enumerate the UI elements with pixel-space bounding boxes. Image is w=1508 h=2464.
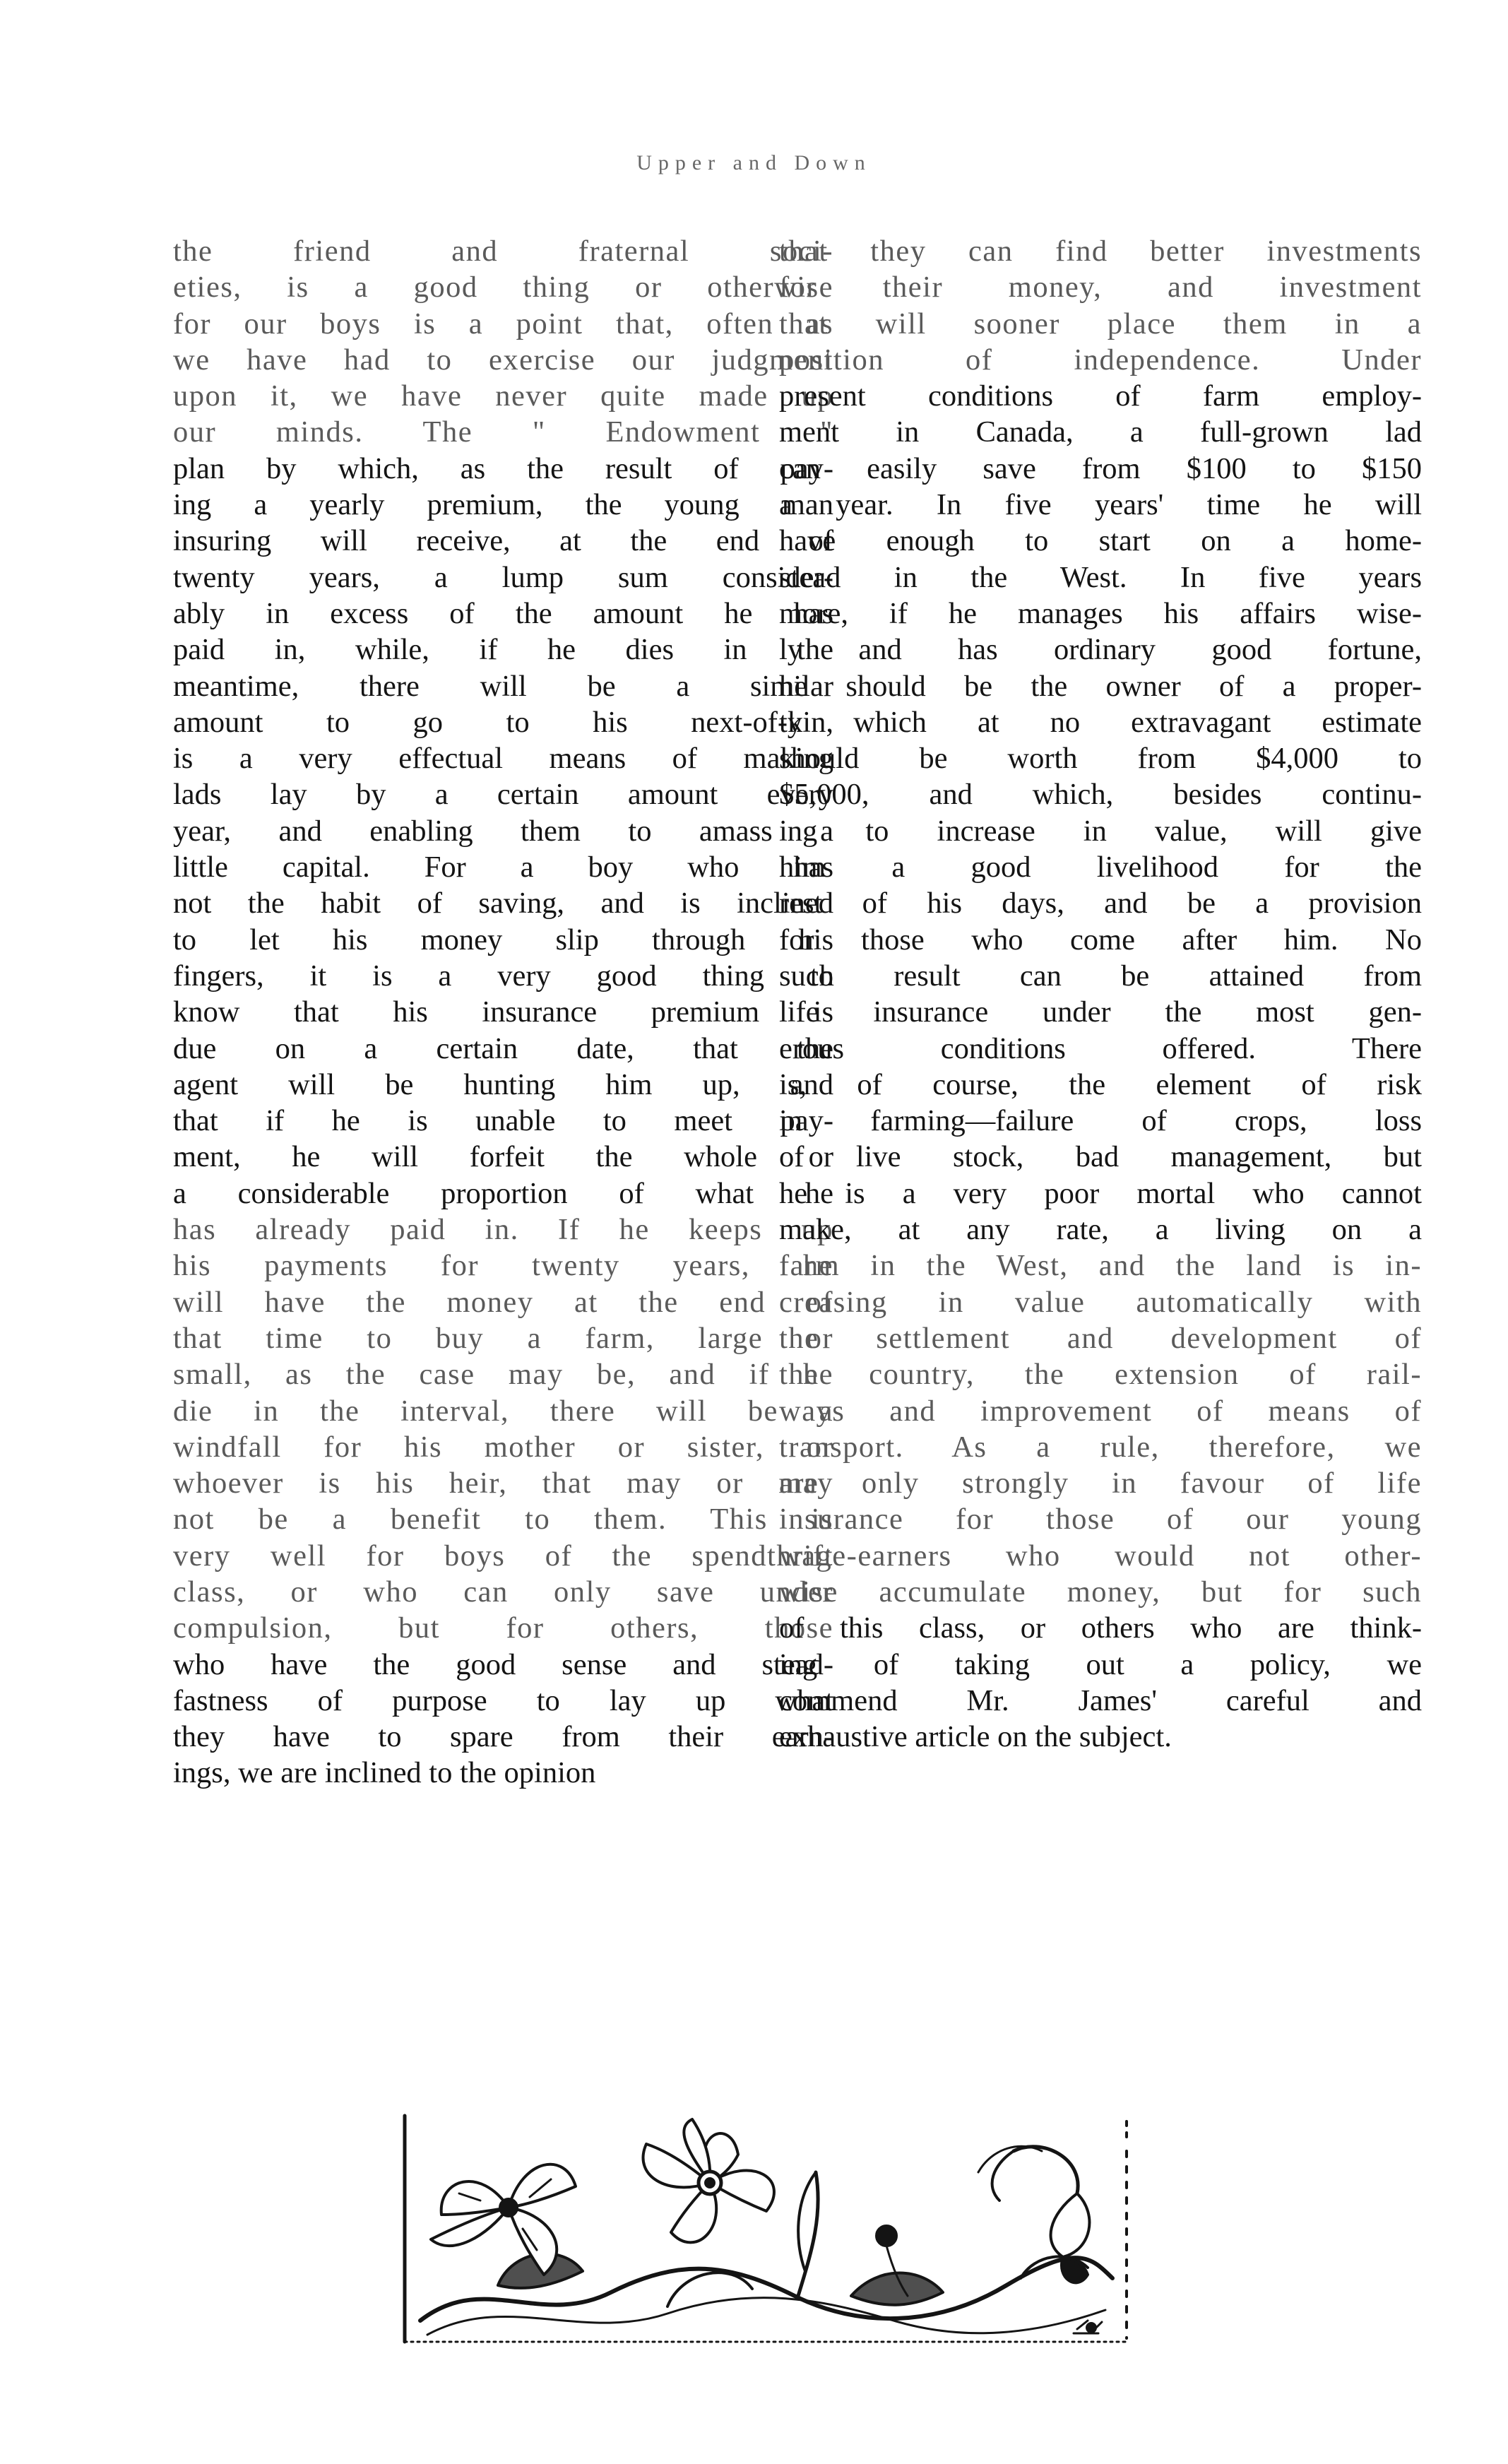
text-line: wage-earners who would not other-	[779, 1539, 1422, 1572]
text-line: for their money, and investment	[779, 271, 1422, 304]
text-line: of this class, or others who are think-	[779, 1611, 1422, 1645]
text-line: fingers, it is a very good thing to	[173, 959, 833, 993]
text-line: agent will be hunting him up, and	[173, 1067, 833, 1101]
text-line: due on a certain date, that the	[173, 1031, 833, 1065]
text-line: ing of taking out a policy, we	[779, 1647, 1422, 1681]
text-line: has already paid in. If he keeps up	[173, 1213, 833, 1247]
text-line: our minds. The " Endowment "	[173, 415, 833, 449]
text-line: such result can be attained from	[779, 959, 1422, 993]
text-line: windfall for his mother or sister, or	[173, 1430, 833, 1464]
text-line: have enough to start on a home-	[779, 524, 1422, 558]
floral-vignette-icon	[399, 2109, 1134, 2349]
right-column	[779, 233, 1422, 1755]
text-line: farm in the West, and the land is in-	[779, 1249, 1422, 1283]
text-line: position of independence. Under	[779, 343, 1422, 377]
text-line: stead in the West. In five years	[779, 560, 1422, 594]
text-line: small, as the case may be, and if he	[173, 1358, 833, 1392]
text-line: plan by which, as the result of pay-	[173, 451, 833, 485]
text-line: that will sooner place them in a	[779, 307, 1422, 340]
text-line: whoever is his heir, that may or may	[173, 1467, 833, 1500]
text-line: for those who come after him. No	[779, 923, 1422, 956]
text-line: insurance for those of our young	[779, 1503, 1422, 1536]
text-line: year, and enabling them to amass a	[173, 814, 833, 848]
text-line: know that his insurance premium is	[173, 995, 833, 1029]
text-line: die in the interval, there will be a	[173, 1394, 833, 1428]
text-line: that they can find better investments	[779, 235, 1422, 268]
text-line: eties, is a good thing or otherwise	[173, 271, 833, 304]
text-line: should be worth from $4,000 to	[779, 742, 1422, 776]
text-line: who have the good sense and stead-	[173, 1647, 833, 1681]
text-line: twenty years, a lump sum consider-	[173, 560, 833, 594]
text-line: the friend and fraternal soci-	[173, 235, 833, 268]
text-line: fastness of purpose to lay up what	[173, 1683, 833, 1717]
text-line: very well for boys of the spendthrift	[173, 1539, 833, 1572]
text-line: exhaustive article on the subject.	[779, 1720, 1172, 1754]
text-line: not be a benefit to them. This is	[173, 1503, 833, 1536]
text-line: a year. In five years' time he will	[779, 488, 1422, 522]
text-line: creasing in value automatically with	[779, 1285, 1422, 1319]
text-line: compulsion, but for others, those	[173, 1611, 833, 1645]
text-line: he is a very poor mortal who cannot	[779, 1176, 1422, 1210]
text-line: more, if he manages his affairs wise-	[779, 596, 1422, 630]
text-line: that time to buy a farm, large or	[173, 1321, 833, 1355]
text-line: his payments for twenty years, he	[173, 1249, 833, 1283]
text-line: is a very effectual means of making	[173, 742, 833, 776]
text-line: ly and has ordinary good fortune,	[779, 633, 1422, 667]
text-line: not the habit of saving, and is inclined	[173, 887, 833, 920]
text-line: class, or who can only save under	[173, 1575, 833, 1609]
text-line: upon it, we have never quite made up	[173, 379, 833, 413]
text-line: of live stock, bad management, but	[779, 1140, 1422, 1174]
text-line: for our boys is a point that, often as	[173, 307, 833, 340]
left-column	[173, 233, 833, 1791]
text-line: to let his money slip through his	[173, 923, 833, 956]
text-line: meantime, there will be a similar	[173, 669, 833, 703]
text-line: that if he is unable to meet pay-	[173, 1104, 833, 1138]
text-line: is, of course, the element of risk	[779, 1067, 1422, 1101]
text-line: can easily save from $100 to $150	[779, 451, 1422, 485]
text-line: little capital. For a boy who has	[173, 851, 833, 884]
text-line: we have had to exercise our judgment	[173, 343, 833, 377]
text-line: him a good livelihood for the	[779, 851, 1422, 884]
text-line: $5,000, and which, besides continu-	[779, 778, 1422, 812]
text-line: in farming—failure of crops, loss	[779, 1104, 1422, 1138]
text-line: life insurance under the most gen-	[779, 995, 1422, 1029]
text-line: ing a yearly premium, the young man	[173, 488, 833, 522]
text-line: ing to increase in value, will give	[779, 814, 1422, 848]
text-line: ably in excess of the amount he has	[173, 596, 833, 630]
text-line: ings, we are inclined to the opinion	[173, 1756, 596, 1790]
text-line: erous conditions offered. There	[779, 1031, 1422, 1065]
text-line: the settlement and development of	[779, 1321, 1422, 1355]
text-line: paid in, while, if he dies in the	[173, 633, 833, 667]
text-line: lads lay by a certain amount every	[173, 778, 833, 812]
text-line: insuring will receive, at the end of	[173, 524, 833, 558]
text-line: ways and improvement of means of	[779, 1394, 1422, 1428]
text-line: they have to spare from their earn-	[173, 1720, 833, 1754]
text-line: rest of his days, and be a provision	[779, 887, 1422, 920]
text-line: ment in Canada, a full-grown lad	[779, 415, 1422, 449]
text-line: present conditions of farm employ-	[779, 379, 1422, 413]
text-line: a considerable proportion of what he	[173, 1176, 833, 1210]
text-line: will have the money at the end of	[173, 1285, 833, 1319]
text-line: are only strongly in favour of life	[779, 1467, 1422, 1500]
text-line: amount to go to his next-of-kin,	[173, 705, 833, 739]
text-line: transport. As a rule, therefore, we	[779, 1430, 1422, 1464]
text-line: ty which at no extravagant estimate	[779, 705, 1422, 739]
text-line: he should be the owner of a proper-	[779, 669, 1422, 703]
text-line: ment, he will forfeit the whole or	[173, 1140, 833, 1174]
text-line: wise accumulate money, but for such	[779, 1575, 1422, 1609]
text-line: make, at any rate, a living on a	[779, 1213, 1422, 1247]
text-line: commend Mr. James' careful and	[779, 1683, 1422, 1717]
text-line: the country, the extension of rail-	[779, 1358, 1422, 1392]
running-head: Upper and Down	[636, 151, 872, 174]
